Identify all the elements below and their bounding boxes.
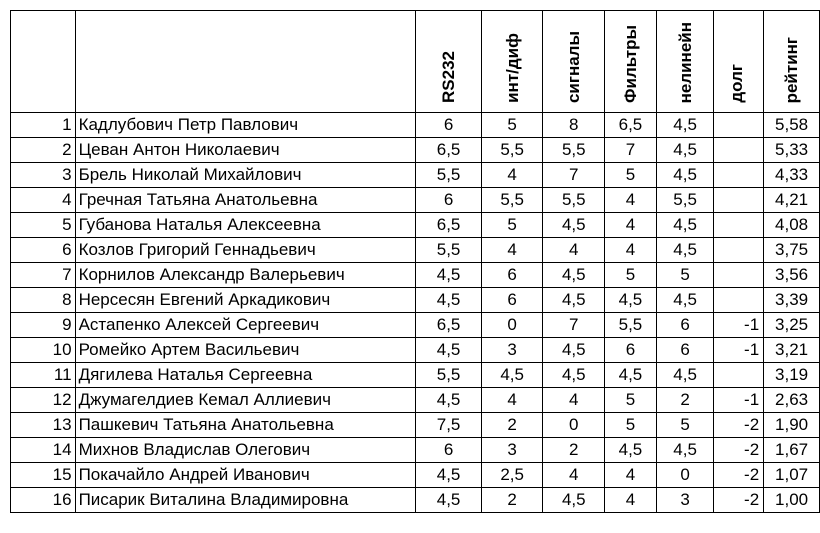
score-cell: 4 bbox=[481, 238, 543, 263]
score-cell: 5 bbox=[656, 413, 714, 438]
student-name: Губанова Наталья Алексеевна bbox=[75, 213, 416, 238]
score-cell: 3 bbox=[656, 488, 714, 513]
score-cell: 4,5 bbox=[605, 288, 657, 313]
score-cell: -1 bbox=[714, 388, 764, 413]
score-cell bbox=[714, 363, 764, 388]
score-cell: 5 bbox=[656, 263, 714, 288]
student-name: Писарик Виталина Владимировна bbox=[75, 488, 416, 513]
score-cell: 6,5 bbox=[605, 113, 657, 138]
score-cell: 5,5 bbox=[416, 238, 482, 263]
score-cell: 5,58 bbox=[764, 113, 820, 138]
score-cell: 5,5 bbox=[481, 138, 543, 163]
score-cell: 5,5 bbox=[543, 188, 605, 213]
header-cell-debt bbox=[714, 11, 764, 113]
score-cell: 4,5 bbox=[416, 463, 482, 488]
table-row bbox=[11, 363, 820, 388]
score-cell: 6 bbox=[656, 338, 714, 363]
score-cell: 3 bbox=[481, 338, 543, 363]
score-cell: 3,19 bbox=[764, 363, 820, 388]
score-cell: 2,63 bbox=[764, 388, 820, 413]
header-label: сигналы bbox=[564, 30, 584, 103]
score-cell: 1,67 bbox=[764, 438, 820, 463]
score-cell: 3,25 bbox=[764, 313, 820, 338]
student-name: Нерсесян Евгений Аркадикович bbox=[75, 288, 416, 313]
table-row bbox=[11, 438, 820, 463]
score-cell: 4 bbox=[481, 388, 543, 413]
header-cell-name bbox=[75, 11, 416, 113]
score-cell: 4,21 bbox=[764, 188, 820, 213]
score-cell: 4,08 bbox=[764, 213, 820, 238]
row-number: 9 bbox=[11, 313, 76, 338]
header-cell-int-dif bbox=[481, 11, 543, 113]
score-cell: 2 bbox=[543, 438, 605, 463]
score-cell: 4,5 bbox=[543, 488, 605, 513]
score-cell: 6,5 bbox=[416, 213, 482, 238]
score-cell: 4,5 bbox=[416, 488, 482, 513]
score-cell: 1,00 bbox=[764, 488, 820, 513]
score-cell bbox=[714, 213, 764, 238]
score-cell bbox=[714, 263, 764, 288]
score-cell: -2 bbox=[714, 438, 764, 463]
student-name: Цеван Антон Николаевич bbox=[75, 138, 416, 163]
score-cell: 4,5 bbox=[416, 338, 482, 363]
score-cell: 7 bbox=[543, 163, 605, 188]
header-cell-filters bbox=[605, 11, 657, 113]
table-row bbox=[11, 463, 820, 488]
row-number: 14 bbox=[11, 438, 76, 463]
score-cell: -2 bbox=[714, 488, 764, 513]
score-cell: 4,5 bbox=[656, 163, 714, 188]
score-cell: 5 bbox=[605, 413, 657, 438]
score-cell: 7 bbox=[543, 313, 605, 338]
score-cell: 4,5 bbox=[416, 388, 482, 413]
score-cell: -2 bbox=[714, 413, 764, 438]
student-name: Корнилов Александр Валерьевич bbox=[75, 263, 416, 288]
row-number: 11 bbox=[11, 363, 76, 388]
score-cell: 3,21 bbox=[764, 338, 820, 363]
score-cell: 4,5 bbox=[656, 138, 714, 163]
row-number: 7 bbox=[11, 263, 76, 288]
table-row bbox=[11, 338, 820, 363]
student-name: Джумагелдиев Кемал Аллиевич bbox=[75, 388, 416, 413]
header-cell-number bbox=[11, 11, 76, 113]
score-cell: 6 bbox=[656, 313, 714, 338]
score-cell bbox=[714, 288, 764, 313]
score-cell: 4,5 bbox=[543, 263, 605, 288]
table-row bbox=[11, 313, 820, 338]
score-cell: 2,5 bbox=[481, 463, 543, 488]
score-cell: 4,5 bbox=[543, 213, 605, 238]
table-row bbox=[11, 388, 820, 413]
header-label: долг bbox=[727, 64, 747, 103]
table-row bbox=[11, 213, 820, 238]
score-cell: 4,5 bbox=[656, 438, 714, 463]
score-cell: 4,33 bbox=[764, 163, 820, 188]
score-cell: 4 bbox=[605, 463, 657, 488]
score-cell: 4,5 bbox=[543, 338, 605, 363]
student-name: Брель Николай Михайлович bbox=[75, 163, 416, 188]
score-cell: 1,90 bbox=[764, 413, 820, 438]
student-name: Гречная Татьяна Анатольевна bbox=[75, 188, 416, 213]
score-cell: 3 bbox=[481, 438, 543, 463]
header-label: инт/диф bbox=[502, 33, 522, 103]
score-cell: 4 bbox=[481, 163, 543, 188]
score-cell: 6 bbox=[481, 288, 543, 313]
row-number: 3 bbox=[11, 163, 76, 188]
score-cell: 0 bbox=[481, 313, 543, 338]
student-name: Дягилева Наталья Сергеевна bbox=[75, 363, 416, 388]
row-number: 15 bbox=[11, 463, 76, 488]
score-cell: 5 bbox=[605, 388, 657, 413]
score-cell bbox=[714, 188, 764, 213]
score-cell: 2 bbox=[656, 388, 714, 413]
header-label: Фильтры bbox=[620, 25, 640, 103]
score-cell: 6 bbox=[605, 338, 657, 363]
score-cell: 5,5 bbox=[416, 163, 482, 188]
table-row bbox=[11, 163, 820, 188]
score-cell: 4,5 bbox=[656, 113, 714, 138]
score-cell: 4,5 bbox=[481, 363, 543, 388]
row-number: 10 bbox=[11, 338, 76, 363]
score-cell: 5 bbox=[605, 263, 657, 288]
score-cell: 3,39 bbox=[764, 288, 820, 313]
table-row bbox=[11, 188, 820, 213]
student-name: Пашкевич Татьяна Анатольевна bbox=[75, 413, 416, 438]
table-row bbox=[11, 138, 820, 163]
row-number: 4 bbox=[11, 188, 76, 213]
row-number: 13 bbox=[11, 413, 76, 438]
score-cell: 2 bbox=[481, 488, 543, 513]
score-cell: 4,5 bbox=[656, 288, 714, 313]
score-cell: 5 bbox=[481, 113, 543, 138]
row-number: 2 bbox=[11, 138, 76, 163]
score-cell: 4 bbox=[543, 463, 605, 488]
score-cell bbox=[714, 138, 764, 163]
score-cell: 4,5 bbox=[416, 263, 482, 288]
table-row bbox=[11, 288, 820, 313]
header-row bbox=[11, 11, 820, 113]
row-number: 1 bbox=[11, 113, 76, 138]
table-row bbox=[11, 113, 820, 138]
row-number: 6 bbox=[11, 238, 76, 263]
score-cell: 4 bbox=[605, 188, 657, 213]
score-cell: 3,75 bbox=[764, 238, 820, 263]
header-label: RS232 bbox=[439, 51, 459, 103]
score-cell: 4,5 bbox=[656, 213, 714, 238]
score-cell bbox=[714, 113, 764, 138]
score-cell: 5,5 bbox=[543, 138, 605, 163]
score-cell: 4 bbox=[605, 213, 657, 238]
score-cell: 6,5 bbox=[416, 138, 482, 163]
score-cell: 5,33 bbox=[764, 138, 820, 163]
student-name: Михнов Владислав Олегович bbox=[75, 438, 416, 463]
score-cell: 4 bbox=[605, 488, 657, 513]
row-number: 5 bbox=[11, 213, 76, 238]
student-name: Козлов Григорий Геннадьевич bbox=[75, 238, 416, 263]
table-body bbox=[11, 113, 820, 513]
header-label: рейтинг bbox=[782, 36, 802, 103]
header-cell-signals bbox=[543, 11, 605, 113]
score-cell: 6,5 bbox=[416, 313, 482, 338]
score-cell: 7 bbox=[605, 138, 657, 163]
row-number: 16 bbox=[11, 488, 76, 513]
table-row bbox=[11, 413, 820, 438]
score-cell: 5 bbox=[481, 213, 543, 238]
score-cell: 4 bbox=[543, 388, 605, 413]
score-cell: 2 bbox=[481, 413, 543, 438]
student-name: Астапенко Алексей Сергеевич bbox=[75, 313, 416, 338]
score-cell: -1 bbox=[714, 313, 764, 338]
score-cell: 4,5 bbox=[605, 363, 657, 388]
score-cell: 6 bbox=[416, 438, 482, 463]
header-cell-rating bbox=[764, 11, 820, 113]
score-cell: 4 bbox=[605, 238, 657, 263]
score-cell: 5,5 bbox=[605, 313, 657, 338]
score-cell: 4,5 bbox=[543, 288, 605, 313]
score-cell: 4,5 bbox=[543, 363, 605, 388]
score-cell: 6 bbox=[481, 263, 543, 288]
score-cell: 3,56 bbox=[764, 263, 820, 288]
score-cell: 4,5 bbox=[656, 363, 714, 388]
score-cell: 0 bbox=[543, 413, 605, 438]
row-number: 12 bbox=[11, 388, 76, 413]
score-cell: 6 bbox=[416, 188, 482, 213]
table-row bbox=[11, 488, 820, 513]
grades-table bbox=[10, 10, 820, 513]
score-cell: 1,07 bbox=[764, 463, 820, 488]
score-cell bbox=[714, 163, 764, 188]
score-cell: 4,5 bbox=[416, 288, 482, 313]
header-cell-rs232 bbox=[416, 11, 482, 113]
score-cell: 8 bbox=[543, 113, 605, 138]
header-cell-nonlinear bbox=[656, 11, 714, 113]
score-cell: 0 bbox=[656, 463, 714, 488]
table-row bbox=[11, 263, 820, 288]
score-cell: 5 bbox=[605, 163, 657, 188]
score-cell: 6 bbox=[416, 113, 482, 138]
score-cell: 5,5 bbox=[656, 188, 714, 213]
score-cell bbox=[714, 238, 764, 263]
student-name: Ромейко Артем Васильевич bbox=[75, 338, 416, 363]
score-cell: 5,5 bbox=[481, 188, 543, 213]
row-number: 8 bbox=[11, 288, 76, 313]
score-cell: 7,5 bbox=[416, 413, 482, 438]
header-label: нелинейн bbox=[675, 21, 695, 103]
score-cell: -1 bbox=[714, 338, 764, 363]
score-cell: 4 bbox=[543, 238, 605, 263]
score-cell: 4,5 bbox=[605, 438, 657, 463]
score-cell: -2 bbox=[714, 463, 764, 488]
table-row bbox=[11, 238, 820, 263]
score-cell: 4,5 bbox=[656, 238, 714, 263]
student-name: Покачайло Андрей Иванович bbox=[75, 463, 416, 488]
student-name: Кадлубович Петр Павлович bbox=[75, 113, 416, 138]
score-cell: 5,5 bbox=[416, 363, 482, 388]
